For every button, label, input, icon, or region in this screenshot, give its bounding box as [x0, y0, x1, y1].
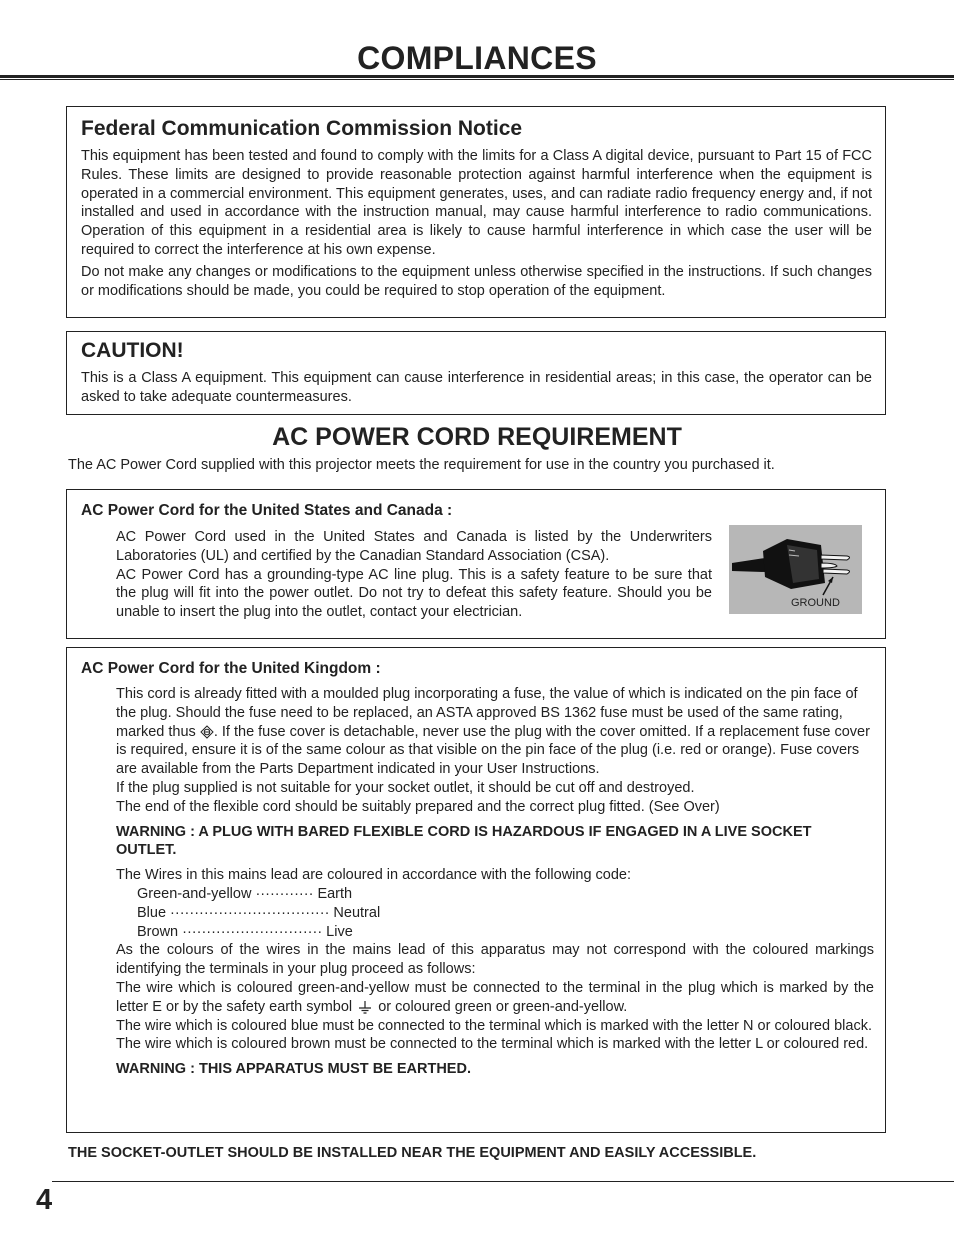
uk-paragraph-3: The end of the flexible cord should be suitably prepared and the correct plug fitted. (See Over): [116, 798, 720, 815]
us-canada-paragraph-2: AC Power Cord has a grounding-type AC line plug. This is a safety feature to be sure that the plug will fit into the power outlet. Do not try to defeat this safety feature. Should you be unable to insert the plug into the outlet, contact your electrician.: [116, 566, 712, 621]
uk-box: [66, 647, 886, 1133]
uk-warning-1: WARNING : A PLUG WITH BARED FLEXIBLE CORD IS HAZARDOUS IF ENGAGED IN A LIVE SOCKET OUTLET.: [116, 823, 812, 859]
uk-paragraph-7: The wire which is coloured brown must be connected to the terminal which is marked with the letter L or coloured red.: [116, 1036, 869, 1053]
uk-paragraph-5: [116, 979, 874, 1017]
page-title: COMPLIANCES: [357, 40, 597, 76]
uk-paragraph-1b: . If the fuse cover is detachable, never use the plug with the cover omitted. If a replacement fuse cover is required, ensure it is of the same colour as that visible on the pin face of the plug (i.e. red or orange). Fuse covers are available from the Parts Department indicated in your User Instructions.: [116, 723, 870, 778]
us-canada-text: [116, 528, 712, 622]
fcc-heading: Federal Communication Commission Notice: [81, 117, 523, 140]
uk-heading: AC Power Cord for the United Kingdom :: [81, 660, 381, 677]
footer-warning: THE SOCKET-OUTLET SHOULD BE INSTALLED NEAR THE EQUIPMENT AND EASILY ACCESSIBLE.: [68, 1145, 757, 1161]
fcc-paragraph-1: This equipment has been tested and found to comply with the limits for a Class A digital device, pursuant to Part 15 of FCC Rules. These limits are designed to provide reasonable protection against harmful interference when the equipment is operated in a commercial environment. This equipment generates, uses, and can radiate radio frequency energy and, if not installed and used in accordance with the instruction manual, may cause harmful interference to radio communications. Operation of this equipment in a residential area is likely to cause harmful interference in which case the user will be required to correct the interference at his own expense.: [81, 148, 872, 258]
us-canada-paragraph-1: AC Power Cord used in the United States and Canada is listed by the Underwriters Laboratories (UL) and certified by the Canadian Standard Association (CSA).: [116, 529, 712, 564]
uk-warning-2: WARNING : THIS APPARATUS MUST BE EARTHED.: [116, 1061, 471, 1078]
title-rule: [0, 75, 954, 80]
uk-paragraph-6: The wire which is coloured blue must be connected to the terminal which is marked with the letter N or coloured black.: [116, 1017, 872, 1034]
us-canada-box: [66, 489, 886, 639]
wire-code-neutral: Blue ································· Neutral: [137, 904, 381, 921]
caution-box: [66, 331, 886, 415]
safety-earth-icon: [356, 1000, 374, 1014]
uk-paragraph-1: [116, 685, 874, 779]
wire-code-live: Brown ····························· Live: [137, 923, 353, 940]
fcc-notice-box: [66, 106, 886, 318]
uk-paragraph-5b: or coloured green or green-and-yellow.: [378, 998, 628, 1015]
uk-body: [116, 685, 874, 1079]
uk-paragraph-5a: The wire which is coloured green-and-yellow must be connected to the terminal in the plug which is marked by the letter E or by the safety earth symbol: [116, 979, 874, 1015]
asta-fuse-icon: [200, 725, 214, 739]
grounded-plug-illustration: [729, 525, 862, 614]
uk-paragraph-2: If the plug supplied is not suitable for your socket outlet, it should be cut off and destroyed.: [116, 779, 695, 796]
caution-heading: CAUTION!: [81, 339, 184, 362]
page-number: 4: [36, 1184, 53, 1216]
ac-section-intro: The AC Power Cord supplied with this projector meets the requirement for use in the country you purchased it.: [68, 457, 775, 473]
ground-label: GROUND: [791, 597, 840, 609]
ac-section-title: AC POWER CORD REQUIREMENT: [272, 423, 682, 451]
wires-intro: The Wires in this mains lead are coloured in accordance with the following code:: [116, 867, 632, 884]
us-canada-heading: AC Power Cord for the United States and Canada :: [81, 502, 453, 519]
fcc-paragraph-2: Do not make any changes or modifications to the equipment unless otherwise specified in the instructions. If such changes or modifications should be made, you could be required to stop operation of the equipment.: [81, 263, 872, 299]
wire-code-earth: Green-and-yellow ············ Earth: [137, 885, 353, 902]
caution-text: This is a Class A equipment. This equipment can cause interference in residential areas; in this case, the operator can be asked to take adequate countermeasures.: [81, 370, 872, 405]
uk-paragraph-4: As the colours of the wires in the mains lead of this apparatus may not correspond with the coloured markings identifying the terminals in your plug proceed as follows:: [116, 942, 874, 978]
footer-rule: [52, 1181, 954, 1182]
uk-paragraph-1a: This cord is already fitted with a moulded plug incorporating a fuse, the value of which is indicated on the pin face of the plug. Should the fuse need to be replaced, an ASTA approved BS 1362 fuse must be used of the same rating, marked thus: [116, 686, 858, 740]
